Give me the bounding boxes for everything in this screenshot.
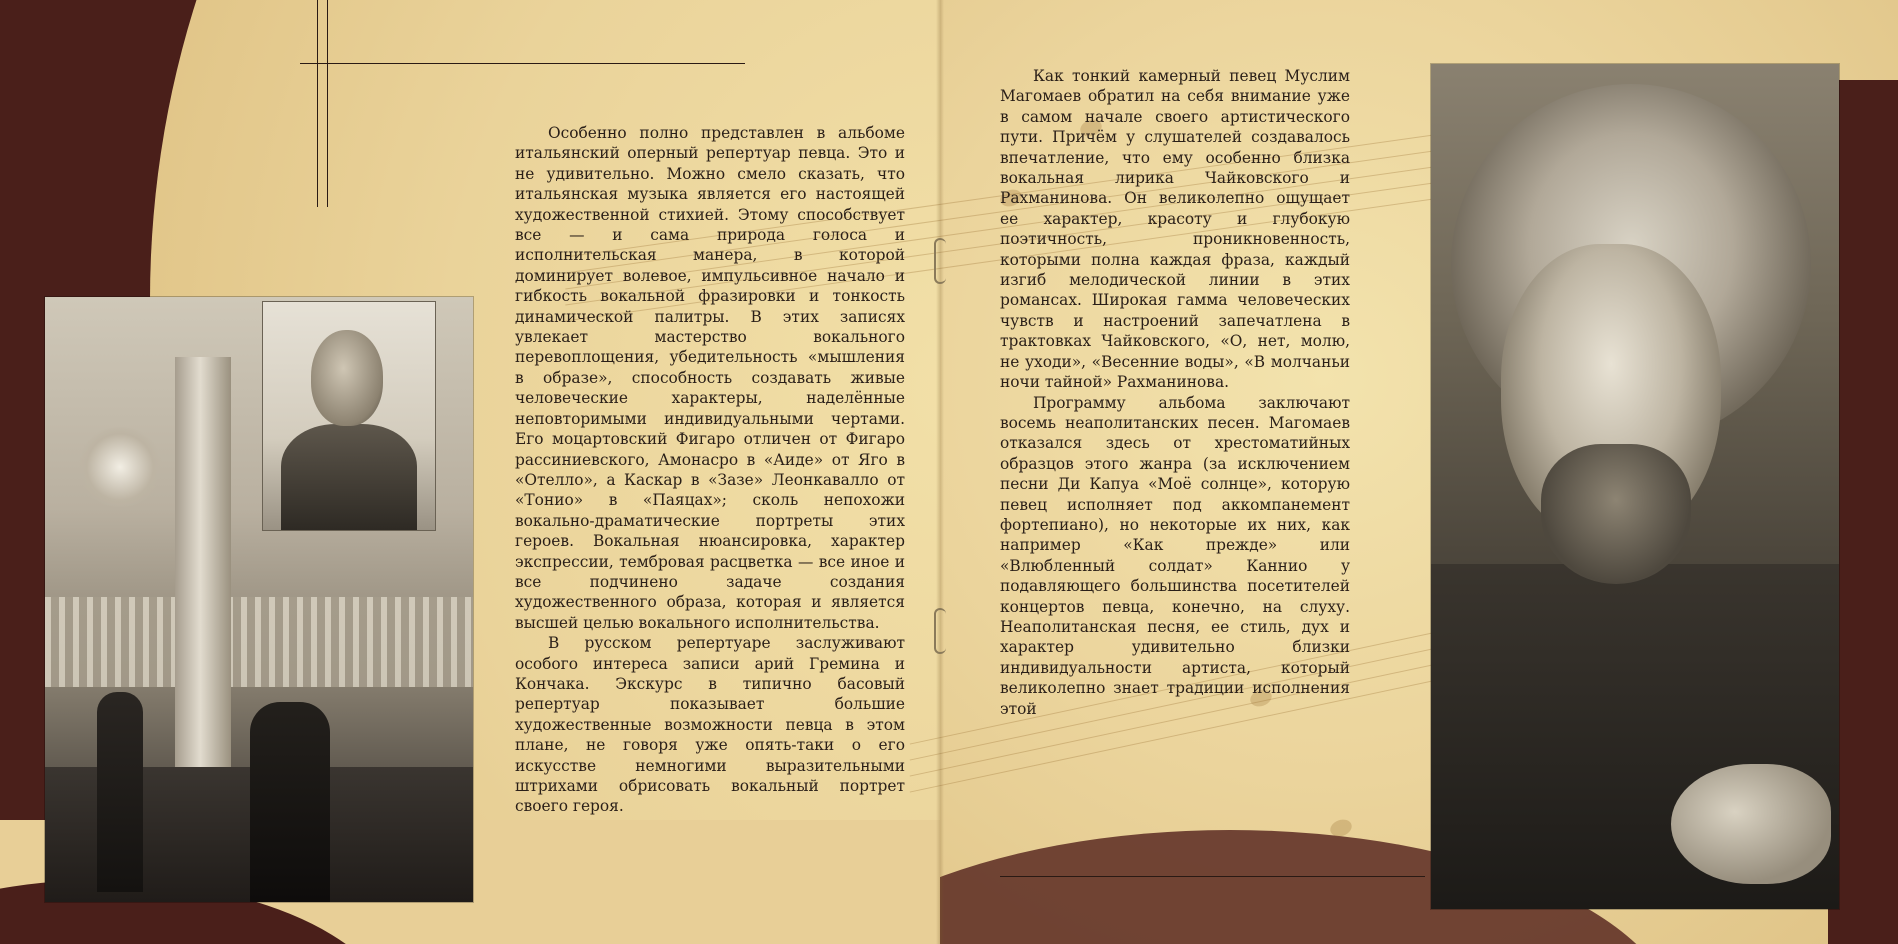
paragraph: Программу альбома заключают восемь неаполитанских песен. Магомаев отказался здесь от хрестоматийных образцов этого жанра (за исключением песни Ди Капуа «Моё солнце», которую певец исполняет под аккомпанемент фортепиано), но некоторые их них, как например «Как прежде» или «Влюбленный солдат» Каннио у подавляющего большинства посетителей концертов певца, конечно, на слуху. Неаполитанская песня, ее стиль, дух и характер удивительно близки индивидуальности артиста, который великолепно знает традиции исполнения этой — [1000, 393, 1350, 718]
singer-figure — [97, 692, 143, 892]
actor-beard — [1541, 444, 1691, 584]
staple-bottom — [934, 608, 946, 654]
hanging-portrait — [262, 301, 436, 531]
actor-hand — [1671, 764, 1831, 884]
left-text-column — [515, 123, 905, 817]
paragraph: В русском репертуаре заслуживают особого интереса записи арий Гремина и Кончака. Экскурс в типично басовый репертуар показывает большие художественные возможности певца в этом плане, не говоря уже опять-таки о его искусстве немногими выразительными штрихами обрисовать вокальный портрет своего героя. — [515, 634, 905, 816]
staple-top — [934, 238, 946, 284]
balcony-railing — [45, 597, 473, 687]
chandelier — [75, 427, 165, 507]
center-fold — [936, 0, 944, 944]
paragraph: Особенно полно представлен в альбоме итальянский оперный репертуар певца. Это и не удивительно. Можно смело сказать, что итальянская музыка является его настоящей художественной стихией. Этому способствует все — и сама природа голоса и исполнительская манера, в которой доминирует волевое, импульсивное начало и гибкость вокальной фразировки и тонкость динамической палитры. В этих записях увлекает мастерство вокального перевоплощения, убедительность «мышления в образе», способность создавать живые человеческие характеры, наделённые неповторимыми индивидуальными чертами. Его моцартовский Фигаро отличен от Фигаро рассиниевского, Амонасро в «Аиде» от Яго в «Отелло», а Каскар в «Зазе» Леонкавалло от «Тонио» в «Паяцах»; сколь непохожи вокально-драматические портреты этих героев. Вокальная нюансировка, характер экспрессии, тембровая расцветка — все иное и все подчинено задаче создания художественного образа, которая и является высшей целью вокального исполнительства. — [515, 124, 905, 632]
right-text-column — [1000, 66, 1350, 719]
actor-portrait-photo — [1431, 64, 1839, 909]
portrait-head — [311, 330, 383, 426]
paragraph: Как тонкий камерный певец Муслим Магомаев обратил на себя внимание уже в самом начале своего артистического пути. Причём у слушателей создавалось впечатление, что ему особенно близка вокальная лирика Чайковского и Рахманинова. Он великолепно ощущает ее характер, красоту и глубокую поэтичность, проникновенность, которыми полна каждая фраза, каждый изгиб мелодической линии в этих романсах. Широкая гамма человеческих чувств и настроений запечатлена в трактовках Чайковского, «О, нет, молю, не уходи», «Весенние воды», «В молчаньи ночи тайной» Рахманинова. — [1000, 67, 1350, 392]
conductor-figure — [250, 702, 330, 902]
vertical-rule-left-a — [317, 0, 318, 207]
concert-hall-photo — [45, 297, 473, 902]
top-rule-left — [300, 63, 745, 64]
bottom-rule-right — [1000, 876, 1425, 877]
vertical-rule-left-b — [327, 0, 328, 207]
portrait-suit — [281, 424, 417, 530]
